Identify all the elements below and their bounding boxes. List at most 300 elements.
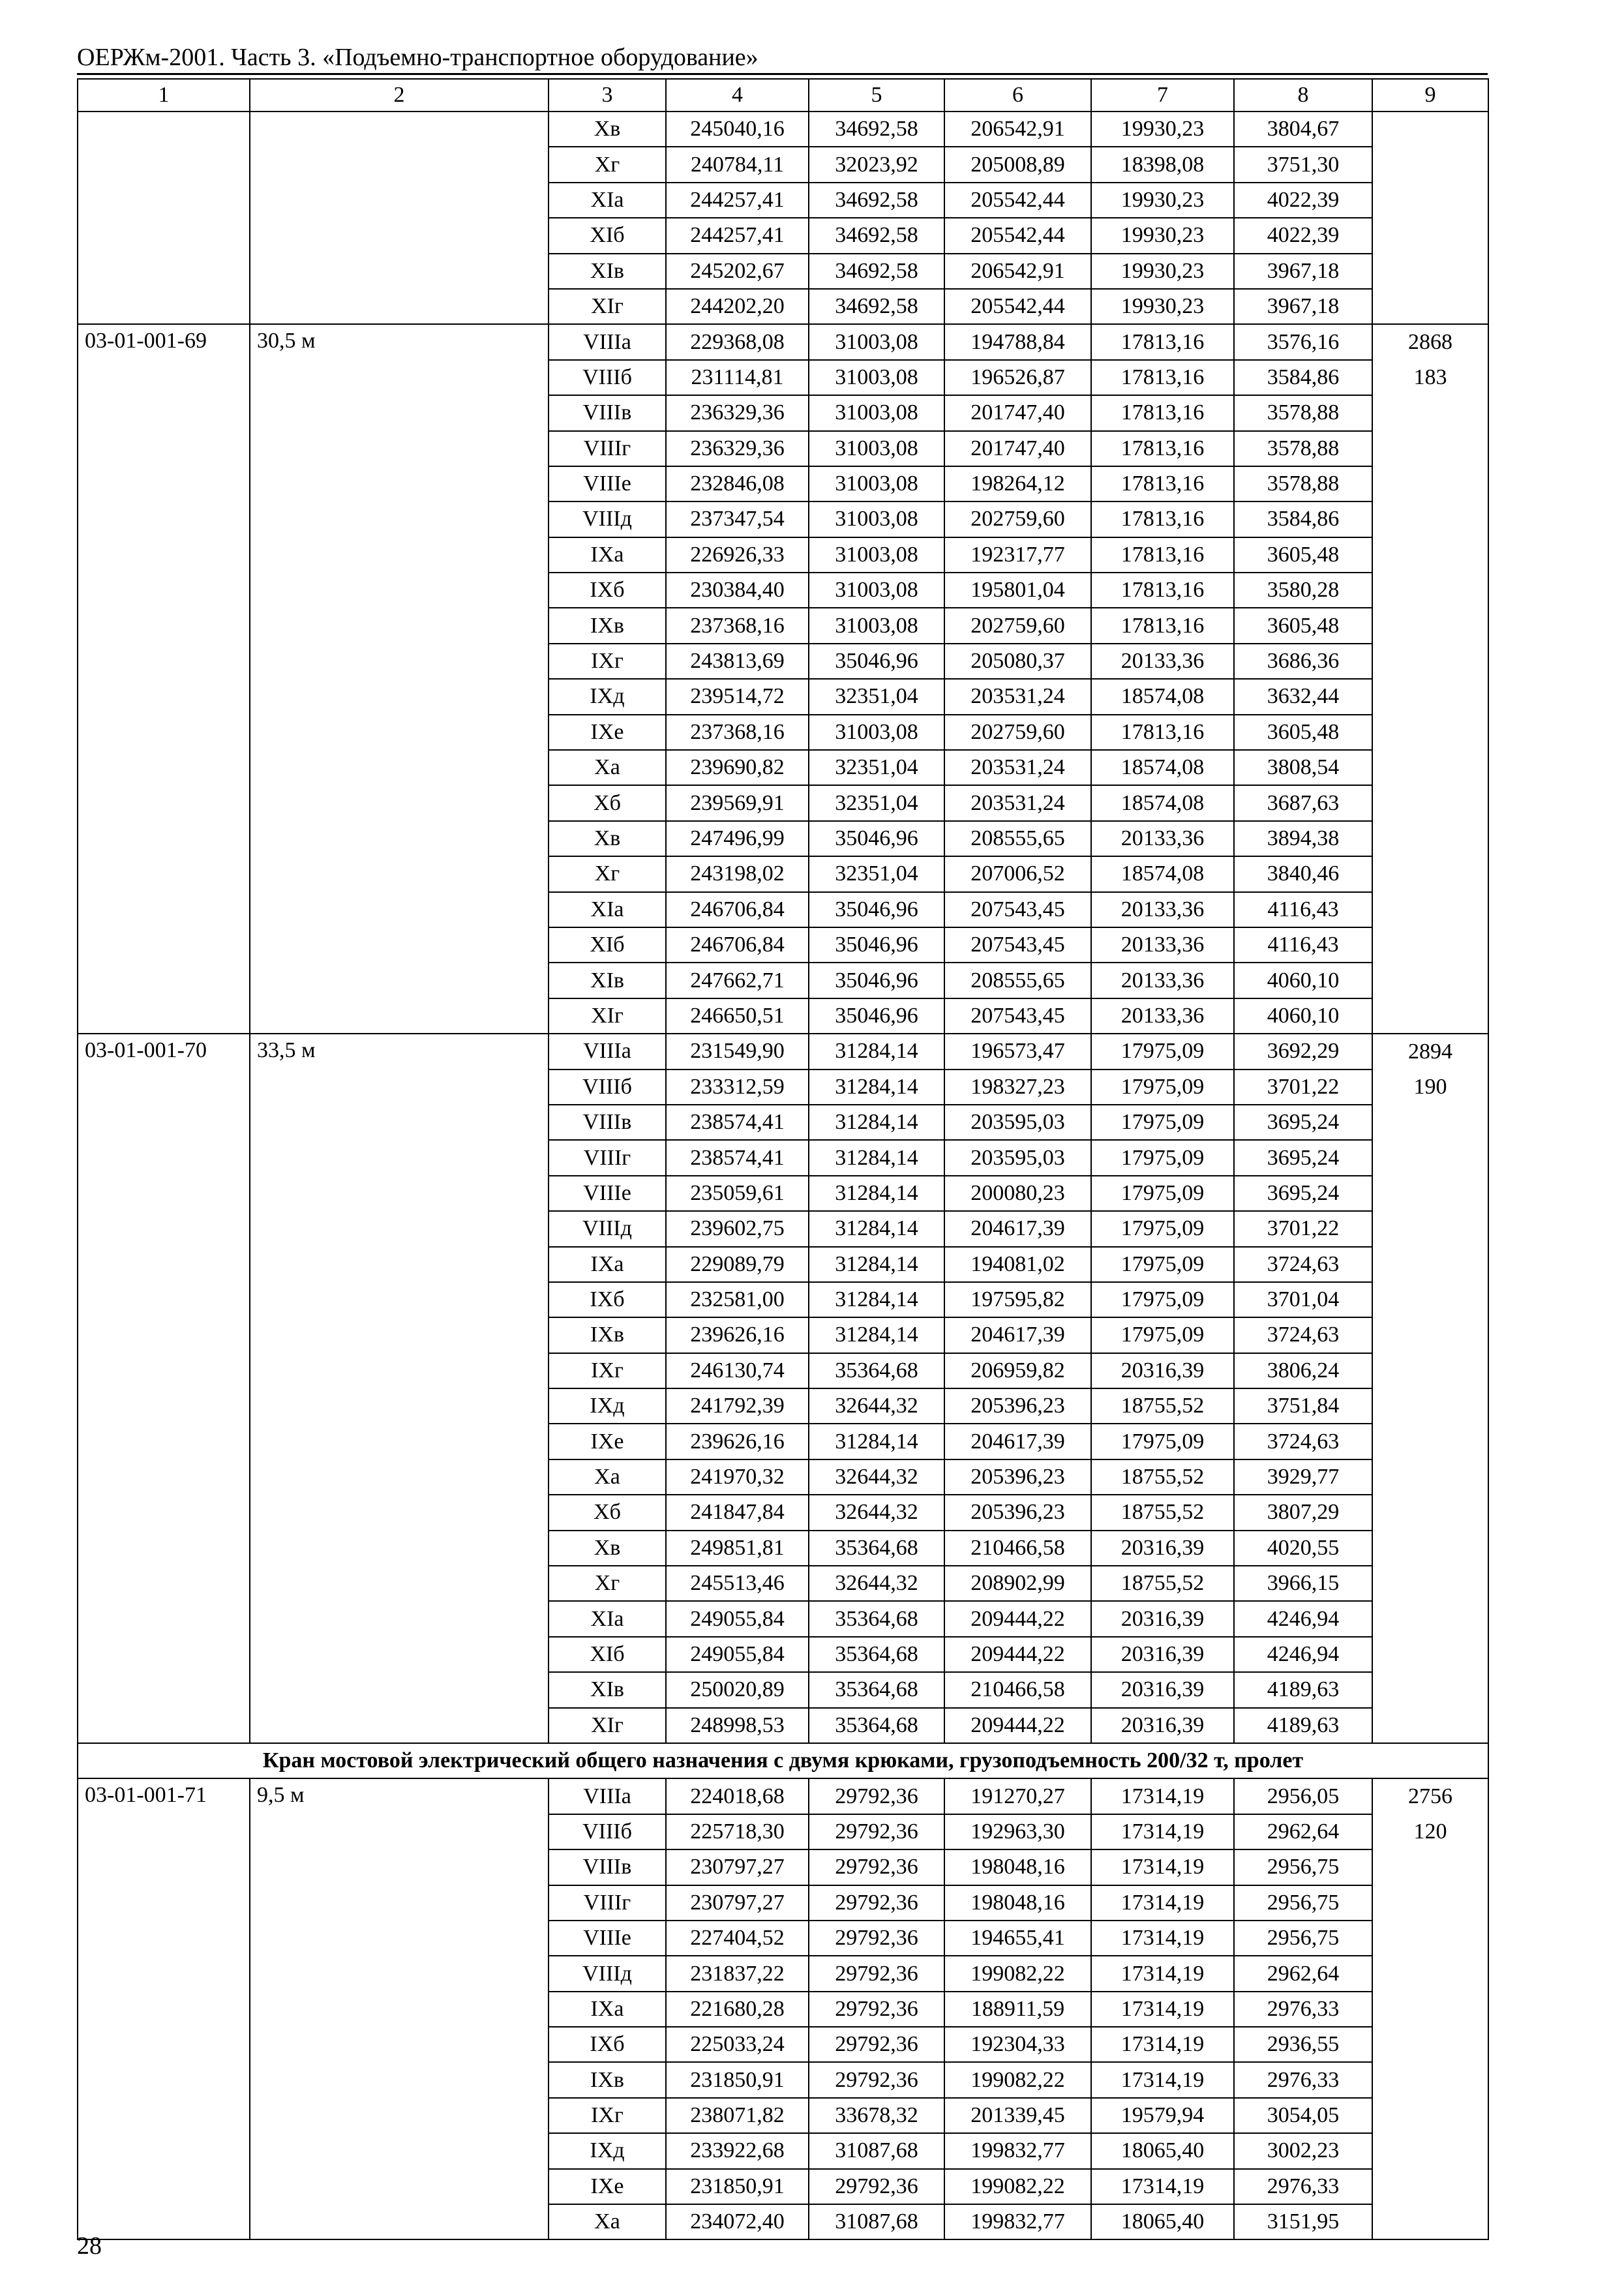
value-cell: 29792,36 [809,2062,944,2097]
col9-cell: 2756 [1372,1778,1488,1814]
value-cell: 199082,22 [944,2062,1091,2097]
col9-cell [1372,998,1488,1034]
col9-cell [1372,927,1488,963]
value-cell: 19930,23 [1091,218,1234,253]
value-cell: 35364,68 [809,1672,944,1707]
zone-cell: VIIIв [549,1105,666,1140]
value-cell: 205008,89 [944,147,1091,182]
value-cell: 3605,48 [1234,715,1372,750]
value-cell: 29792,36 [809,1921,944,1956]
value-cell: 19930,23 [1091,289,1234,324]
price-table [77,78,1489,2240]
value-cell: 3578,88 [1234,466,1372,501]
value-cell: 3580,28 [1234,573,1372,608]
value-cell: 201747,40 [944,431,1091,466]
value-cell: 18065,40 [1091,2204,1234,2239]
value-cell: 241847,84 [666,1495,809,1530]
zone-cell: IXд [549,679,666,714]
zone-cell: IXа [549,537,666,573]
value-cell: 229368,08 [666,324,809,359]
value-cell: 35046,96 [809,998,944,1034]
zone-cell: VIIIг [549,1885,666,1921]
zone-cell: IXа [549,1992,666,2027]
value-cell: 18574,08 [1091,750,1234,785]
value-cell: 207006,52 [944,856,1091,891]
col9-cell [1372,1672,1488,1707]
value-cell: 2976,33 [1234,1992,1372,2027]
value-cell: 20316,39 [1091,1353,1234,1388]
value-cell: 31284,14 [809,1282,944,1317]
col9-cell [1372,1424,1488,1459]
value-cell: 33678,32 [809,2098,944,2133]
value-cell: 206959,82 [944,1353,1091,1388]
value-cell: 31003,08 [809,466,944,501]
col9-cell [1372,2062,1488,2097]
table-row [78,112,1488,147]
value-cell: 35046,96 [809,927,944,963]
value-cell: 225033,24 [666,2027,809,2062]
value-cell: 35364,68 [809,1531,944,1566]
value-cell: 17813,16 [1091,395,1234,430]
value-cell: 17314,19 [1091,1885,1234,1921]
value-cell: 232846,08 [666,466,809,501]
value-cell: 246706,84 [666,927,809,963]
col9-cell [1372,821,1488,856]
value-cell: 209444,22 [944,1637,1091,1672]
value-cell: 3808,54 [1234,750,1372,785]
value-cell: 3584,86 [1234,501,1372,537]
col9-cell [1372,1992,1488,2027]
value-cell: 224018,68 [666,1778,809,1814]
rate-code: 03-01-001-71 [78,1778,250,2239]
value-cell: 249851,81 [666,1531,809,1566]
value-cell: 20316,39 [1091,1672,1234,1707]
zone-cell: VIIIг [549,1140,666,1175]
value-cell: 237368,16 [666,715,809,750]
value-cell: 205542,44 [944,218,1091,253]
value-cell: 2962,64 [1234,1814,1372,1849]
value-cell: 3002,23 [1234,2133,1372,2168]
value-cell: 239690,82 [666,750,809,785]
value-cell: 204617,39 [944,1424,1091,1459]
value-cell: 203531,24 [944,785,1091,820]
col9-cell [1372,1176,1488,1211]
value-cell: 197595,82 [944,1282,1091,1317]
value-cell: 2956,75 [1234,1849,1372,1885]
value-cell: 17813,16 [1091,466,1234,501]
value-cell: 243813,69 [666,644,809,679]
value-cell: 35046,96 [809,963,944,998]
value-cell: 31087,68 [809,2133,944,2168]
value-cell: 29792,36 [809,2027,944,2062]
value-cell: 20316,39 [1091,1637,1234,1672]
value-cell: 4022,39 [1234,218,1372,253]
value-cell: 20133,36 [1091,644,1234,679]
value-cell: 35364,68 [809,1353,944,1388]
value-cell: 225718,30 [666,1814,809,1849]
value-cell: 203531,24 [944,750,1091,785]
value-cell: 208555,65 [944,963,1091,998]
value-cell: 229089,79 [666,1247,809,1282]
crane-span: 9,5 м [250,1778,549,2239]
section-title-row [78,1743,1488,1778]
value-cell: 3701,04 [1234,1282,1372,1317]
col9-cell [1372,537,1488,573]
value-cell: 202759,60 [944,501,1091,537]
value-cell: 246650,51 [666,998,809,1034]
value-cell: 2936,55 [1234,2027,1372,2062]
value-cell: 3687,63 [1234,785,1372,820]
zone-cell: IXе [549,715,666,750]
value-cell: 239514,72 [666,679,809,714]
value-cell: 31284,14 [809,1070,944,1105]
value-cell: 3751,30 [1234,147,1372,182]
value-cell: 32644,32 [809,1566,944,1601]
value-cell: 35046,96 [809,821,944,856]
value-cell: 239626,16 [666,1317,809,1353]
zone-cell: VIIIе [549,1921,666,1956]
value-cell: 20133,36 [1091,892,1234,927]
value-cell: 34692,58 [809,183,944,218]
zone-cell: Xв [549,1531,666,1566]
col9-cell [1372,183,1488,218]
value-cell: 17314,19 [1091,1849,1234,1885]
zone-cell: VIIIб [549,360,666,395]
col9-cell [1372,856,1488,891]
value-cell: 19930,23 [1091,183,1234,218]
value-cell: 205542,44 [944,289,1091,324]
value-cell: 207543,45 [944,927,1091,963]
value-cell: 3584,86 [1234,360,1372,395]
section-title: Кран мостовой электрический общего назначения с двумя крюками, грузоподъемность 200/32 т, пролет [78,1743,1488,1778]
value-cell: 18755,52 [1091,1388,1234,1424]
value-cell: 231114,81 [666,360,809,395]
value-cell: 3724,63 [1234,1247,1372,1282]
col9-cell [1372,1885,1488,1921]
zone-cell: IXд [549,1388,666,1424]
value-cell: 31284,14 [809,1176,944,1211]
value-cell: 17813,16 [1091,715,1234,750]
value-cell: 205396,23 [944,1459,1091,1495]
value-cell: 235059,61 [666,1176,809,1211]
zone-cell: XIг [549,998,666,1034]
value-cell: 17975,09 [1091,1105,1234,1140]
value-cell: 199832,77 [944,2204,1091,2239]
value-cell: 35364,68 [809,1637,944,1672]
zone-cell: VIIIа [549,324,666,359]
col9-cell: 2868 [1372,324,1488,359]
value-cell: 246130,74 [666,1353,809,1388]
zone-cell: IXв [549,608,666,643]
value-cell: 205542,44 [944,183,1091,218]
zone-cell: VIIIб [549,1070,666,1105]
value-cell: 231850,91 [666,2169,809,2204]
value-cell: 206542,91 [944,112,1091,147]
value-cell: 206542,91 [944,254,1091,289]
header-divider [77,73,1488,75]
value-cell: 194081,02 [944,1247,1091,1282]
col9-cell [1372,1531,1488,1566]
zone-cell: XIа [549,183,666,218]
zone-cell: XIб [549,218,666,253]
value-cell: 3695,24 [1234,1140,1372,1175]
col9-cell [1372,1601,1488,1636]
value-cell: 4246,94 [1234,1601,1372,1636]
value-cell: 240784,11 [666,147,809,182]
value-cell: 198327,23 [944,1070,1091,1105]
value-cell: 239602,75 [666,1211,809,1246]
zone-cell: XIг [549,289,666,324]
zone-cell: IXб [549,573,666,608]
value-cell: 230797,27 [666,1885,809,1921]
value-cell: 3751,84 [1234,1388,1372,1424]
zone-cell: Xб [549,1495,666,1530]
table-row [78,1034,1488,1069]
col9-cell [1372,2169,1488,2204]
col9-cell [1372,1105,1488,1140]
value-cell: 199082,22 [944,1956,1091,1991]
col9-cell [1372,1921,1488,1956]
value-cell: 244257,41 [666,218,809,253]
zone-cell: IXг [549,644,666,679]
value-cell: 17314,19 [1091,2062,1234,2097]
value-cell: 250020,89 [666,1672,809,1707]
zone-cell: Xа [549,750,666,785]
col9-cell [1372,1317,1488,1353]
value-cell: 3578,88 [1234,395,1372,430]
col9-cell [1372,1637,1488,1672]
value-cell: 202759,60 [944,608,1091,643]
zone-cell: VIIIд [549,1211,666,1246]
value-cell: 31003,08 [809,360,944,395]
value-cell: 210466,58 [944,1672,1091,1707]
col9-cell [1372,715,1488,750]
value-cell: 3807,29 [1234,1495,1372,1530]
value-cell: 29792,36 [809,1778,944,1814]
zone-cell: XIб [549,1637,666,1672]
value-cell: 232581,00 [666,1282,809,1317]
value-cell: 247662,71 [666,963,809,998]
value-cell: 204617,39 [944,1211,1091,1246]
zone-cell: VIIIг [549,431,666,466]
value-cell: 194655,41 [944,1921,1091,1956]
value-cell: 34692,58 [809,289,944,324]
value-cell: 32644,32 [809,1388,944,1424]
zone-cell: Xг [549,1566,666,1601]
zone-cell: XIа [549,1601,666,1636]
value-cell: 32023,92 [809,147,944,182]
value-cell: 4189,63 [1234,1708,1372,1743]
zone-cell: VIIIд [549,1956,666,1991]
value-cell: 207543,45 [944,892,1091,927]
value-cell: 195801,04 [944,573,1091,608]
value-cell: 239626,16 [666,1424,809,1459]
value-cell: 2962,64 [1234,1956,1372,1991]
value-cell: 17975,09 [1091,1034,1234,1069]
zone-cell: XIв [549,254,666,289]
zone-cell: Xб [549,785,666,820]
value-cell: 198048,16 [944,1849,1091,1885]
column-number: 5 [809,79,944,112]
value-cell: 32644,32 [809,1459,944,1495]
value-cell: 227404,52 [666,1921,809,1956]
value-cell: 221680,28 [666,1992,809,2027]
col9-cell [1372,644,1488,679]
value-cell: 199832,77 [944,2133,1091,2168]
value-cell: 247496,99 [666,821,809,856]
zone-cell: IXв [549,1317,666,1353]
value-cell: 31087,68 [809,2204,944,2239]
value-cell: 2976,33 [1234,2169,1372,2204]
value-cell: 4116,43 [1234,892,1372,927]
zone-cell: Xв [549,821,666,856]
value-cell: 208902,99 [944,1566,1091,1601]
value-cell: 210466,58 [944,1531,1091,1566]
col9-cell [1372,112,1488,147]
value-cell: 205080,37 [944,644,1091,679]
value-cell: 226926,33 [666,537,809,573]
value-cell: 18755,52 [1091,1566,1234,1601]
value-cell: 31284,14 [809,1317,944,1353]
value-cell: 4022,39 [1234,183,1372,218]
col9-cell [1372,2133,1488,2168]
value-cell: 239569,91 [666,785,809,820]
value-cell: 196526,87 [944,360,1091,395]
value-cell: 243198,02 [666,856,809,891]
value-cell: 205396,23 [944,1495,1091,1530]
value-cell: 17975,09 [1091,1247,1234,1282]
col9-cell [1372,573,1488,608]
value-cell: 17975,09 [1091,1317,1234,1353]
col9-cell [1372,1459,1488,1495]
value-cell: 4246,94 [1234,1637,1372,1672]
zone-cell: IXа [549,1247,666,1282]
value-cell: 2956,05 [1234,1778,1372,1814]
value-cell: 3894,38 [1234,821,1372,856]
value-cell: 238574,41 [666,1140,809,1175]
column-number: 7 [1091,79,1234,112]
col9-cell [1372,1388,1488,1424]
value-cell: 17314,19 [1091,1778,1234,1814]
value-cell: 17975,09 [1091,1282,1234,1317]
value-cell: 35046,96 [809,892,944,927]
value-cell: 17813,16 [1091,501,1234,537]
value-cell: 3929,77 [1234,1459,1372,1495]
value-cell: 192317,77 [944,537,1091,573]
value-cell: 20316,39 [1091,1531,1234,1566]
value-cell: 34692,58 [809,112,944,147]
zone-cell: IXб [549,2027,666,2062]
value-cell: 233922,68 [666,2133,809,2168]
value-cell: 3804,67 [1234,112,1372,147]
value-cell: 3701,22 [1234,1070,1372,1105]
value-cell: 200080,23 [944,1176,1091,1211]
page-number: 28 [77,2232,102,2260]
value-cell: 29792,36 [809,1956,944,1991]
zone-cell: IXг [549,1353,666,1388]
value-cell: 18398,08 [1091,147,1234,182]
value-cell: 3966,15 [1234,1566,1372,1601]
value-cell: 32644,32 [809,1495,944,1530]
value-cell: 203531,24 [944,679,1091,714]
zone-cell: VIIIб [549,1814,666,1849]
zone-cell: VIIIе [549,1176,666,1211]
value-cell: 237347,54 [666,501,809,537]
col9-cell [1372,750,1488,785]
zone-cell: IXв [549,2062,666,2097]
value-cell: 3686,36 [1234,644,1372,679]
value-cell: 234072,40 [666,2204,809,2239]
column-number: 3 [549,79,666,112]
zone-cell: Xв [549,112,666,147]
value-cell: 17975,09 [1091,1176,1234,1211]
value-cell: 3576,16 [1234,324,1372,359]
value-cell: 17314,19 [1091,1814,1234,1849]
value-cell: 198264,12 [944,466,1091,501]
zone-cell: Xг [549,856,666,891]
value-cell: 17975,09 [1091,1211,1234,1246]
zone-cell: XIг [549,1708,666,1743]
col9-cell [1372,679,1488,714]
value-cell: 4060,10 [1234,963,1372,998]
col9-cell [1372,608,1488,643]
value-cell: 237368,16 [666,608,809,643]
value-cell: 17975,09 [1091,1140,1234,1175]
value-cell: 29792,36 [809,1814,944,1849]
col9-cell [1372,2204,1488,2239]
zone-cell: VIIIе [549,466,666,501]
value-cell: 2956,75 [1234,1921,1372,1956]
value-cell: 17813,16 [1091,573,1234,608]
col9-cell [1372,254,1488,289]
value-cell: 209444,22 [944,1708,1091,1743]
column-number-row [78,79,1488,112]
value-cell: 20133,36 [1091,927,1234,963]
value-cell: 203595,03 [944,1140,1091,1175]
value-cell: 203595,03 [944,1105,1091,1140]
value-cell: 18574,08 [1091,785,1234,820]
col9-cell [1372,1282,1488,1317]
value-cell: 208555,65 [944,821,1091,856]
value-cell: 3054,05 [1234,2098,1372,2133]
value-cell: 31284,14 [809,1247,944,1282]
value-cell: 17314,19 [1091,1992,1234,2027]
column-number: 6 [944,79,1091,112]
zone-cell: Xа [549,1459,666,1495]
value-cell: 17813,16 [1091,608,1234,643]
value-cell: 31284,14 [809,1034,944,1069]
table-body [78,79,1488,2239]
value-cell: 29792,36 [809,1992,944,2027]
value-cell: 31003,08 [809,715,944,750]
col9-cell [1372,1211,1488,1246]
value-cell: 29792,36 [809,1885,944,1921]
value-cell: 3605,48 [1234,537,1372,573]
value-cell: 241792,39 [666,1388,809,1424]
value-cell: 34692,58 [809,218,944,253]
value-cell: 233312,59 [666,1070,809,1105]
value-cell: 35364,68 [809,1708,944,1743]
col9-cell [1372,1495,1488,1530]
value-cell: 3578,88 [1234,431,1372,466]
zone-cell: XIв [549,963,666,998]
value-cell: 188911,59 [944,1992,1091,2027]
crane-span [250,112,549,324]
value-cell: 3695,24 [1234,1105,1372,1140]
value-cell: 31284,14 [809,1424,944,1459]
value-cell: 19930,23 [1091,112,1234,147]
value-cell: 231850,91 [666,2062,809,2097]
